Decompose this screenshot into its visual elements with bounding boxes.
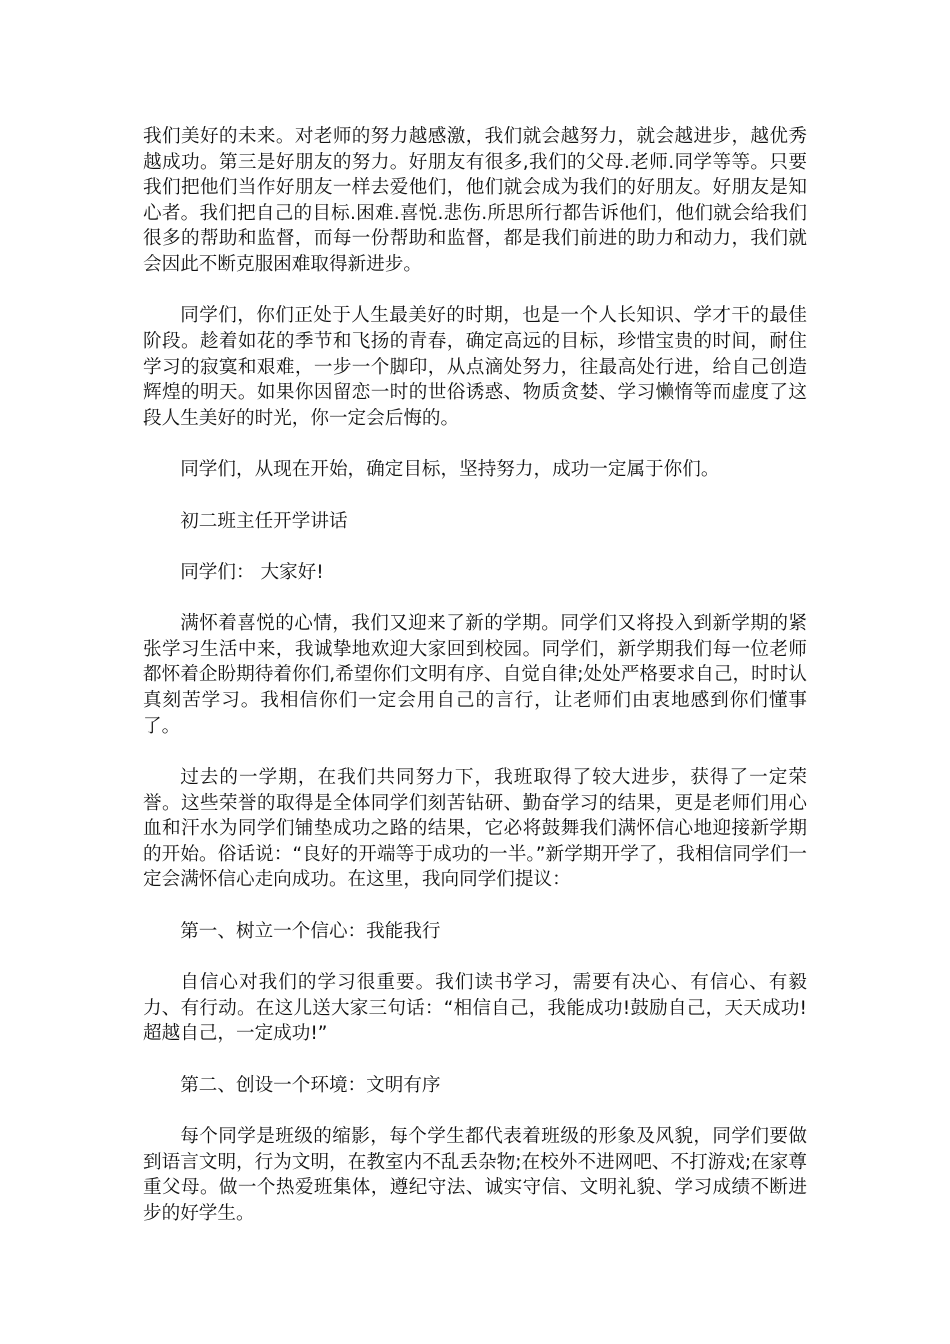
paragraph-new-semester: 满怀着喜悦的心情，我们又迎来了新的学期。同学们又将投入到新学期的紧张学习生活中来，我诚挚地欢迎大家回到校园。同学们，新学期我们每一位老师都怀着企盼期待着你们,希望你们文明有序、自觉自律;处处严格要求自己，时时认真刻苦学习。我相信你们一定会用自己的言行，让老师们由衷地感到你们懂事了。: [143, 613, 807, 737]
paragraph-environment: 每个同学是班级的缩影，每个学生都代表着班级的形象及风貌，同学们要做到语言文明，行为文明，在教室内不乱丢杂物;在校外不进网吧、不打游戏;在家尊重父母。做一个热爱班集体，遵纪守法、诚实守信、文明礼貌、学习成绩不断进步的好学生。: [143, 1126, 807, 1224]
paragraph-past-semester: 过去的一学期，在我们共同努力下，我班取得了较大进步，获得了一定荣誉。这些荣誉的取得是全体同学们刻苦钻研、勤奋学习的结果，更是老师们用心血和汗水为同学们铺垫成功之路的结果，它必将鼓舞我们满怀信心地迎接新学期的开始。俗话说：“良好的开端等于成功的一半。”新学期开学了，我相信同学们一定会满怀信心走向成功。在这里，我向同学们提议：: [143, 767, 807, 891]
paragraph-best-period: 同学们，你们正处于人生最美好的时期，也是一个人长知识、学才干的最佳阶段。趁着如花的季节和飞扬的青春，确定高远的目标，珍惜宝贵的时间，耐住学习的寂寞和艰难，一步一个脚印，从点滴处努力，往最高处行进，给自己创造辉煌的明天。如果你因留恋一时的世俗诱惑、物质贪婪、学习懒惰等而虚度了这段人生美好的时光，你一定会后悔的。: [143, 305, 807, 429]
document-page: [143, 124, 807, 1252]
point-two-heading: 第二、创设一个环境：文明有序: [180, 1074, 441, 1096]
point-one-heading: 第一、树立一个信心：我能我行: [180, 920, 441, 942]
greeting: 同学们： 大家好!: [180, 561, 324, 583]
paragraph-continuation: 我们美好的未来。对老师的努力越感激，我们就会越努力，就会越进步，越优秀越成功。第三是好朋友的努力。好朋友有很多,我们的父母.老师.同学等等。只要我们把他们当作好朋友一样去爱他们，他们就会成为我们的好朋友。好朋友是知心者。我们把自己的目标.困难.喜悦.悲伤.所思所行都告诉他们，他们就会给我们很多的帮助和监督，而每一份帮助和监督，都是我们前进的助力和动力，我们就会因此不断克服困难取得新进步。: [143, 126, 807, 275]
paragraph-closing: 同学们，从现在开始，确定目标，坚持努力，成功一定属于你们。: [180, 459, 720, 481]
paragraph-confidence: 自信心对我们的学习很重要。我们读书学习，需要有决心、有信心、有毅力、有行动。在这儿送大家三句话：“相信自己，我能成功!鼓励自己，天天成功!超越自己，一定成功!”: [143, 972, 807, 1045]
section-title: 初二班主任开学讲话: [180, 510, 348, 532]
